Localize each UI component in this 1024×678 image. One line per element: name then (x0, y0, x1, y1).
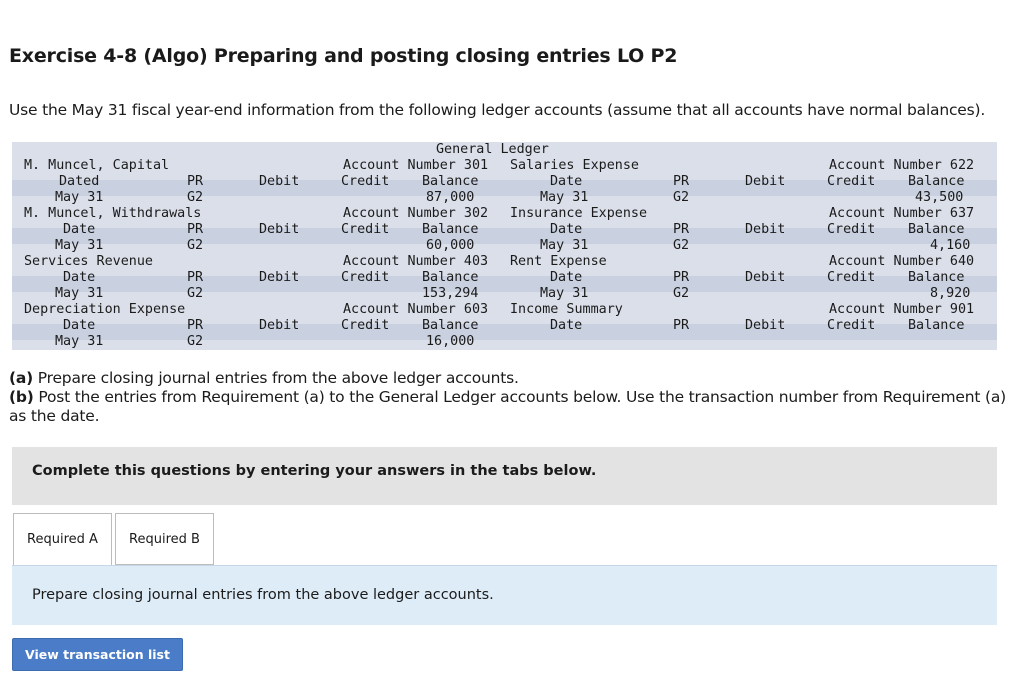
entry-date: May 31 (540, 190, 589, 205)
column-header-credit: Credit (827, 318, 876, 333)
column-header-date: Dated (59, 174, 100, 189)
requirement-a-label: (a) (9, 369, 34, 387)
column-header-pr: PR (673, 318, 690, 333)
column-header-balance: Balance (908, 270, 965, 285)
entry-pr: G2 (187, 286, 204, 301)
account-name: Depreciation Expense (24, 302, 186, 317)
column-header-balance: Balance (908, 318, 965, 333)
column-header-debit: Debit (259, 270, 300, 285)
column-header-balance: Balance (422, 270, 479, 285)
column-header-balance: Balance (422, 222, 479, 237)
column-header-date: Date (550, 318, 583, 333)
requirement-a-text: Prepare closing journal entries from the above ledger accounts. (33, 369, 519, 387)
account-name: Services Revenue (24, 254, 153, 269)
entry-date: May 31 (55, 238, 104, 253)
column-header-pr: PR (187, 222, 204, 237)
column-header-pr: PR (673, 174, 690, 189)
column-header-credit: Credit (341, 222, 390, 237)
account-number: Account Number 640 (829, 254, 975, 269)
column-header-pr: PR (673, 270, 690, 285)
requirement-b-label: (b) (9, 388, 34, 406)
column-header-debit: Debit (259, 222, 300, 237)
column-header-debit: Debit (745, 270, 786, 285)
account-number: Account Number 302 (343, 206, 489, 221)
entry-date: May 31 (55, 190, 104, 205)
intro-text: Use the May 31 fiscal year-end information from the following ledger accounts (assume that all accounts have normal balances). (9, 101, 986, 119)
view-transaction-list-button[interactable]: View transaction list (12, 638, 183, 671)
account-name: Income Summary (510, 302, 623, 317)
column-header-debit: Debit (745, 318, 786, 333)
tab-panel-text: Prepare closing journal entries from the above ledger accounts. (12, 565, 997, 625)
instruction-banner: Complete this questions by entering your answers in the tabs below. (12, 447, 997, 505)
column-header-credit: Credit (341, 318, 390, 333)
account-number: Account Number 622 (829, 158, 975, 173)
account-name: Insurance Expense (510, 206, 648, 221)
requirement-a (9, 369, 1009, 388)
entry-pr: G2 (673, 190, 690, 205)
column-header-debit: Debit (745, 174, 786, 189)
entry-date: May 31 (540, 286, 589, 301)
requirements (9, 369, 1009, 426)
entry-pr: G2 (673, 286, 690, 301)
column-header-credit: Credit (827, 174, 876, 189)
column-header-date: Date (63, 270, 96, 285)
column-header-date: Date (550, 174, 583, 189)
tab-required-b[interactable]: Required B (115, 513, 214, 565)
column-header-balance: Balance (422, 318, 479, 333)
column-header-credit: Credit (827, 270, 876, 285)
entry-balance: 16,000 (426, 334, 475, 349)
entry-balance: 60,000 (426, 238, 475, 253)
column-header-debit: Debit (259, 174, 300, 189)
entry-balance: 153,294 (422, 286, 479, 301)
account-name: Rent Expense (510, 254, 607, 269)
entry-date: May 31 (55, 334, 104, 349)
column-header-debit: Debit (745, 222, 786, 237)
column-header-date: Date (550, 222, 583, 237)
entry-pr: G2 (187, 190, 204, 205)
requirement-b-text: Post the entries from Requirement (a) to the General Ledger accounts below. Use the transaction number from Requirement (a) as the date. (9, 388, 1006, 425)
account-number: Account Number 301 (343, 158, 489, 173)
account-name: M. Muncel, Withdrawals (24, 206, 202, 221)
column-header-balance: Balance (422, 174, 479, 189)
account-number: Account Number 403 (343, 254, 489, 269)
account-number: Account Number 901 (829, 302, 975, 317)
column-header-pr: PR (673, 222, 690, 237)
entry-date: May 31 (540, 238, 589, 253)
account-number: Account Number 603 (343, 302, 489, 317)
column-header-balance: Balance (908, 222, 965, 237)
entry-balance: 8,920 (930, 286, 971, 301)
entry-balance: 43,500 (915, 190, 964, 205)
column-header-credit: Credit (341, 270, 390, 285)
account-number: Account Number 637 (829, 206, 975, 221)
entry-pr: G2 (673, 238, 690, 253)
column-header-credit: Credit (827, 222, 876, 237)
column-header-pr: PR (187, 318, 204, 333)
column-header-date: Date (63, 318, 96, 333)
column-header-balance: Balance (908, 174, 965, 189)
account-name: Salaries Expense (510, 158, 639, 173)
entry-pr: G2 (187, 238, 204, 253)
entry-date: May 31 (55, 286, 104, 301)
page-title: Exercise 4-8 (Algo) Preparing and posting closing entries LO P2 (9, 45, 678, 67)
entry-balance: 4,160 (930, 238, 971, 253)
column-header-credit: Credit (341, 174, 390, 189)
entry-pr: G2 (187, 334, 204, 349)
column-header-date: Date (550, 270, 583, 285)
column-header-debit: Debit (259, 318, 300, 333)
general-ledger (12, 142, 997, 350)
requirement-b (9, 388, 1009, 426)
account-name: M. Muncel, Capital (24, 158, 170, 173)
column-header-pr: PR (187, 174, 204, 189)
entry-balance: 87,000 (426, 190, 475, 205)
ledger-title: General Ledger (436, 142, 549, 157)
column-header-date: Date (63, 222, 96, 237)
column-header-pr: PR (187, 270, 204, 285)
tab-required-a[interactable]: Required A (13, 513, 112, 565)
